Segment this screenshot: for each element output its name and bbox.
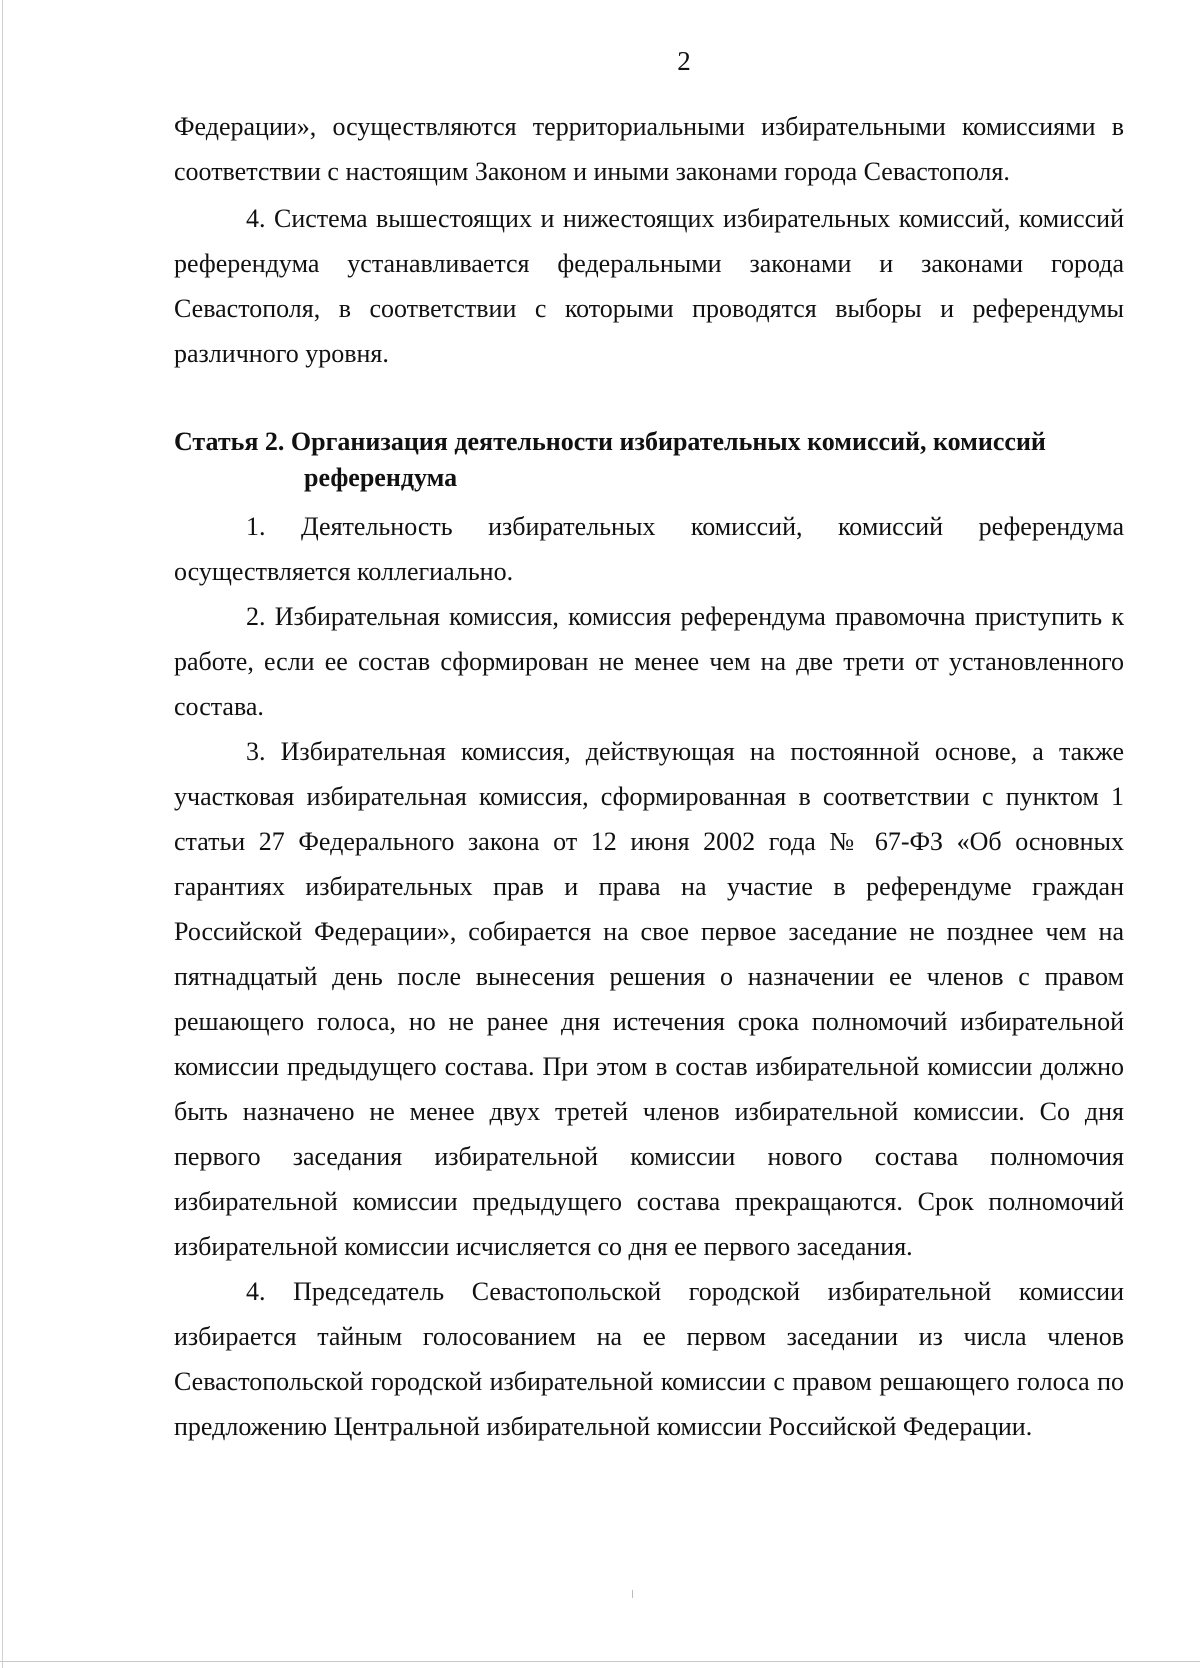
document-body <box>174 104 1124 1449</box>
paragraph-continuation: Федерации», осуществляются территориальными избирательными комиссиями в соответствии с настоящим Законом и иными законами города Севастополя. <box>174 112 1124 186</box>
page-number: 2 <box>677 46 691 76</box>
article-2-item-4: 4. Председатель Севастопольской городской избирательной комиссии избирается тайным голосованием на ее первом заседании из числа членов Севастопольской городской избирательной комиссии с правом решающего голоса по предложению Центральной избирательной комиссии Российской Федерации. <box>174 1277 1124 1441</box>
paragraph-item-4-system: 4. Система вышестоящих и нижестоящих избирательных комиссий, комиссий референдума устанавливается федеральными законами и законами города Севастополя, в соответствии с которыми проводятся выборы и референдумы различного уровня. <box>174 204 1124 368</box>
scan-edge-bottom <box>0 1661 1200 1662</box>
article-2-heading: Статья 2. Организация деятельности избирательных комиссий, комиссий референдума <box>174 427 1046 492</box>
article-2-item-3: 3. Избирательная комиссия, действующая на постоянной основе, а также участковая избирательная комиссия, сформированная в соответствии с пунктом 1 статьи 27 Федерального закона от 12 июня 2002 года № 67-ФЗ «Об основных гарантиях избирательных прав и права на участие в референдуме граждан Российской Федерации», собирается на свое первое заседание не позднее чем на пятнадцатый день после вынесения решения о назначении ее членов с правом решающего голоса, но не ранее дня истечения срока полномочий избирательной комиссии предыдущего состава. При этом в состав избирательной комиссии должно быть назначено не менее двух третей членов избирательной комиссии. Со дня первого заседания избирательной комиссии нового состава полномочия избирательной комиссии предыдущего состава прекращаются. Срок полномочий избирательной комиссии исчисляется со дня ее первого заседания. <box>174 737 1124 1261</box>
article-2-item-2: 2. Избирательная комиссия, комиссия референдума правомочна приступить к работе, если ее состав сформирован не менее чем на две трети от установленного состава. <box>174 602 1124 721</box>
scan-speck <box>632 1590 633 1598</box>
article-2-item-1: 1. Деятельность избирательных комиссий, комиссий референдума осуществляется коллегиально. <box>174 512 1124 586</box>
scan-edge-left <box>2 0 3 1668</box>
